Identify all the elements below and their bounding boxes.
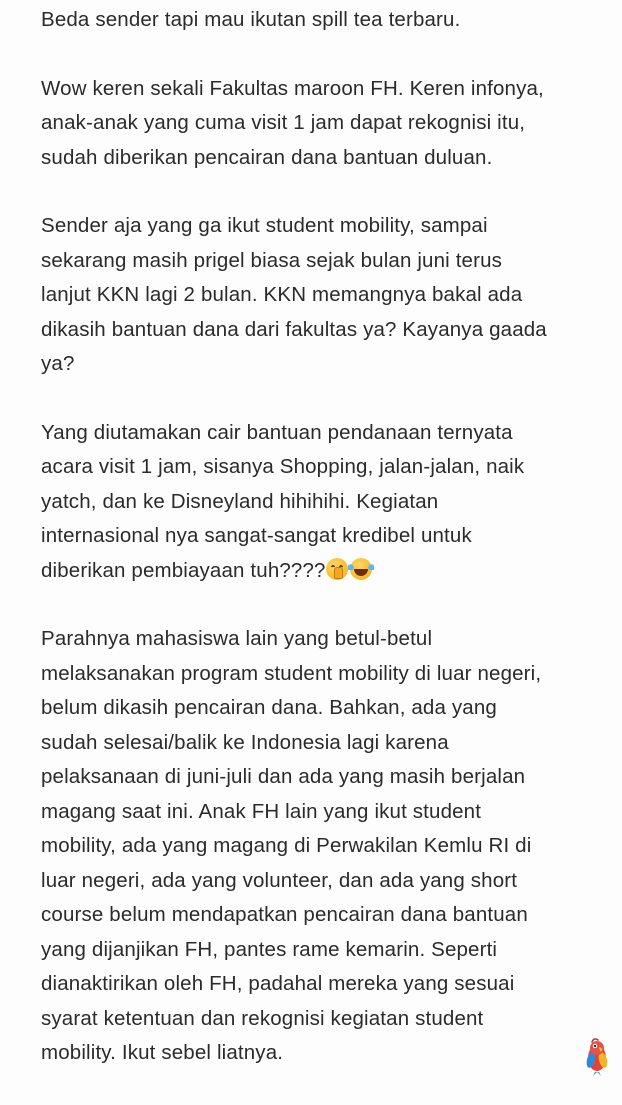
text-line: sekarang masih prigel biasa sejak bulan juni terus [41,248,503,272]
text-line: lanjut KKN lagi 2 bulan. KKN memangnya bakal ada [41,283,523,306]
text-line-with-emoji [41,554,601,589]
text-line: dianaktirikan oleh FH, padahal mereka yang sesuai [41,972,515,995]
text-line: course belum mendapatkan pencairan dana bantuan [41,903,528,926]
paragraph-other-students [41,622,601,1071]
message-body [41,3,601,1105]
text-line: magang saat ini. Anak FH lain yang ikut student [41,799,482,823]
parrot-mascot-icon [580,1036,614,1076]
text-line: sudah diberikan pencairan dana bantuan duluan. [41,145,493,169]
text-line: Wow keren sekali Fakultas maroon FH. Keren infonya, [41,76,544,100]
text-line: ya? [41,352,75,375]
text-line: mobility. Ikut sebel liatnya. [41,1041,284,1064]
text-line: melaksanakan program student mobility di luar negeri, [41,661,542,685]
paragraph-sender-kkn [41,209,601,382]
text-line: belum dikasih pencairan dana. Bahkan, ada yang [41,696,497,719]
text-line: pelaksanaan di juni-juli dan ada yang masih berjalan [41,765,526,788]
text-line: yang dijanjikan FH, pantes rame kemarin. Seperti [41,937,498,961]
text-line: Parahnya mahasiswa lain yang betul-betul [41,627,433,650]
text-line: acara visit 1 jam, sisanya Shopping, jalan-jalan, naik [41,455,525,478]
paragraph-recognition [41,72,601,176]
shushing-face-emoji [326,558,348,580]
text-line: mobility, ada yang magang di Perwakilan Kemlu RI di [41,834,532,857]
text-line: syarat ketentuan dan rekognisi kegiatan student [41,1006,484,1030]
text-line: Yang diutamakan cair bantuan pendanaan ternyata [41,420,513,444]
paragraph-funding-priority [41,416,601,589]
text-line: diberikan pembiayaan tuh???? [41,558,326,582]
text-line: luar negeri, ada yang volunteer, dan ada yang short [41,868,518,892]
text-line: Sender aja yang ga ikut student mobility, sampai [41,214,488,237]
text-line: internasional nya sangat-sangat kredibel untuk [41,524,472,547]
text-line: yatch, dan ke Disneyland hihihihi. Kegiatan [41,489,439,513]
text-line: anak-anak yang cuma visit 1 jam dapat rekognisi itu, [41,111,526,134]
text-line: dikasih bantuan dana dari fakultas ya? Kayanya gaada [41,317,547,341]
text-line: Beda sender tapi mau ikutan spill tea terbaru. [41,8,461,31]
tears-of-joy-emoji [350,558,372,580]
text-line: sudah selesai/balik ke Indonesia lagi karena [41,730,449,754]
paragraph-intro [41,3,601,38]
